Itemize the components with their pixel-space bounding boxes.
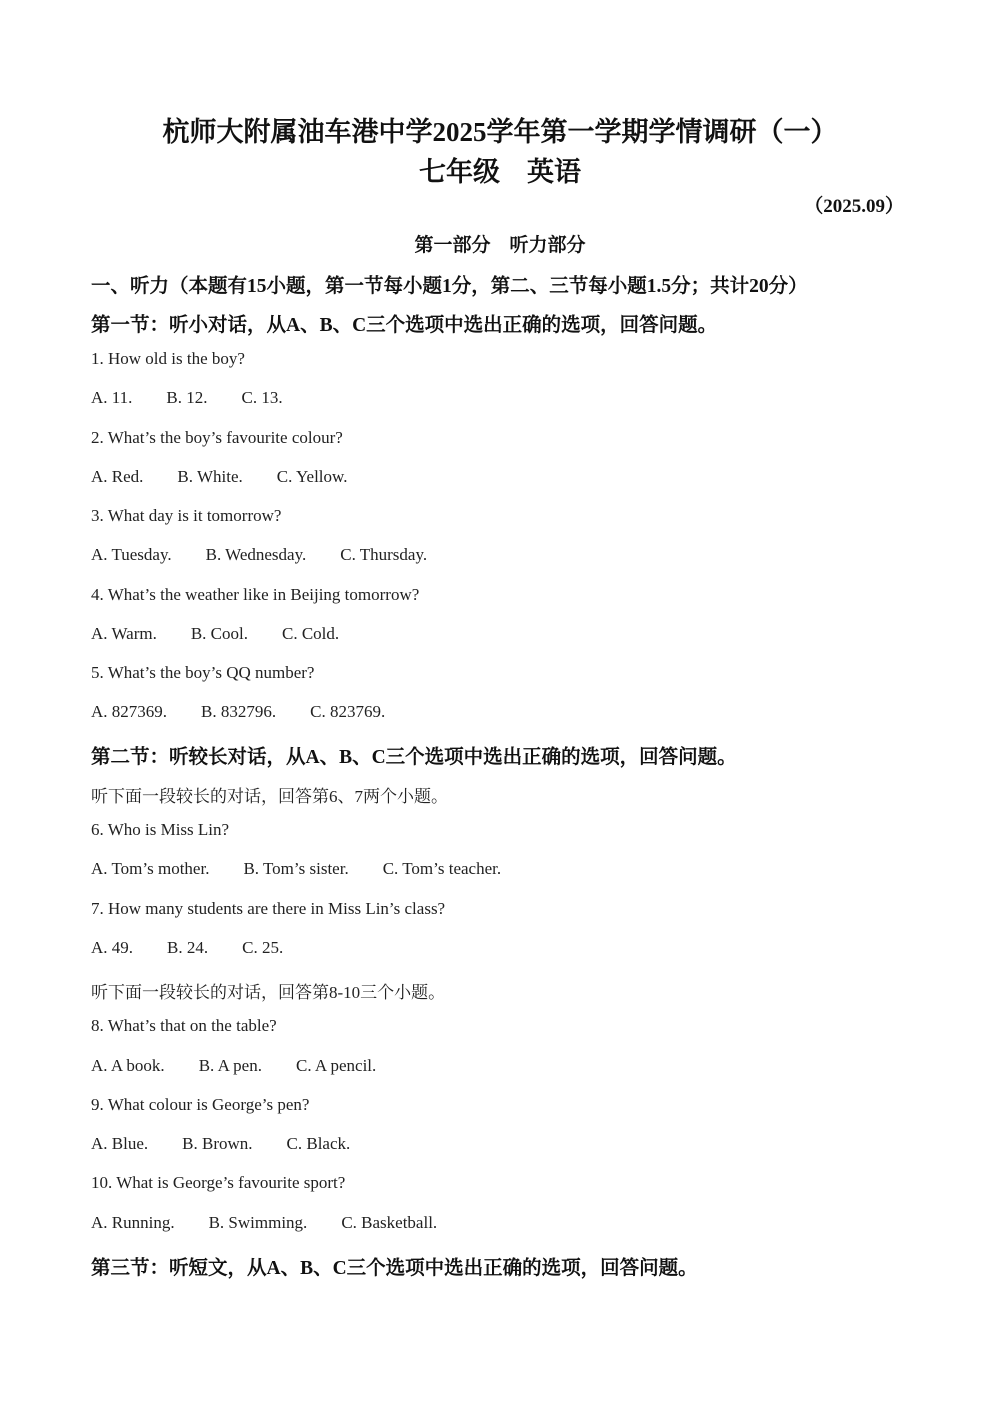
question-text: 2. What’s the boy’s favourite colour?: [91, 428, 343, 447]
question-text: 8. What’s that on the table?: [91, 1016, 277, 1035]
option-a: A. Running.: [91, 1213, 175, 1232]
sec1-heading: 第一节：听小对话，从A、B、C三个选项中选出正确的选项，回答问题。: [91, 315, 718, 336]
exam-subtitle: 七年级 英语: [419, 157, 581, 187]
exam-title: 杭师大附属油车港中学2025学年第一学期学情调研（一）: [162, 117, 838, 147]
option-b: B. White.: [177, 467, 243, 486]
option-c: C. Yellow.: [276, 467, 348, 486]
question-options: [91, 859, 501, 879]
option-b: B. Wednesday.: [205, 545, 307, 564]
option-b: B. A pen.: [198, 1056, 262, 1075]
listening-note: 听下面一段较长的对话，回答第8-10三个小题。: [91, 983, 446, 1002]
question-options: [91, 624, 339, 644]
option-b: B. Cool.: [190, 624, 248, 643]
option-a: A. Red.: [91, 467, 144, 486]
question-text: 6. Who is Miss Lin?: [91, 820, 230, 839]
question-options: [91, 545, 427, 565]
option-c: C. Cold.: [282, 624, 340, 643]
option-a: A. 827369.: [91, 702, 168, 721]
option-a: A. Tom’s mother.: [91, 859, 210, 878]
exam-date: （2025.09）: [804, 196, 904, 217]
option-c: C. 25.: [242, 938, 284, 957]
option-c: C. Thursday.: [340, 545, 428, 564]
option-c: C. A pencil.: [295, 1056, 377, 1075]
option-c: C. 13.: [241, 388, 283, 407]
option-b: B. 24.: [167, 938, 209, 957]
option-c: C. Black.: [286, 1134, 351, 1153]
question-options: [91, 1213, 437, 1233]
listening-note: 听下面一段较长的对话，回答第6、7两个小题。: [91, 787, 448, 806]
question-text: 5. What’s the boy’s QQ number?: [91, 663, 315, 682]
question-options: [91, 388, 283, 408]
option-a: A. 49.: [91, 938, 134, 957]
option-b: B. Tom’s sister.: [243, 859, 349, 878]
question-text: 9. What colour is George’s pen?: [91, 1095, 310, 1114]
question-options: [91, 938, 283, 958]
question-options: [91, 467, 347, 487]
option-b: B. 12.: [166, 388, 208, 407]
question-text: 10. What is George’s favourite sport?: [91, 1173, 346, 1192]
section-heading: 一、听力（本题有15小题，第一节每小题1分，第二、三节每小题1.5分；共计20分）: [91, 276, 808, 297]
option-a: A. Warm.: [91, 624, 157, 643]
part-title: 第一部分 听力部分: [414, 235, 586, 256]
option-c: C. Basketball.: [341, 1213, 438, 1232]
question-text: 1. How old is the boy?: [91, 349, 245, 368]
question-text: 4. What’s the weather like in Beijing tomorrow?: [91, 585, 420, 604]
option-a: A. 11.: [91, 388, 133, 407]
question-options: [91, 1056, 376, 1076]
option-a: A. Tuesday.: [91, 545, 172, 564]
sec3-heading: 第三节：听短文，从A、B、C三个选项中选出正确的选项，回答问题。: [91, 1258, 698, 1279]
option-c: C. 823769.: [310, 702, 386, 721]
question-options: [91, 702, 385, 722]
sec2-heading: 第二节：听较长对话，从A、B、C三个选项中选出正确的选项，回答问题。: [91, 747, 737, 768]
option-a: A. A book.: [91, 1056, 165, 1075]
option-b: B. 832796.: [201, 702, 277, 721]
question-options: [91, 1134, 350, 1154]
question-text: 7. How many students are there in Miss Lin’s class?: [91, 899, 446, 918]
option-b: B. Brown.: [182, 1134, 253, 1153]
option-c: C. Tom’s teacher.: [382, 859, 502, 878]
question-text: 3. What day is it tomorrow?: [91, 506, 282, 525]
option-b: B. Swimming.: [208, 1213, 308, 1232]
option-a: A. Blue.: [91, 1134, 149, 1153]
